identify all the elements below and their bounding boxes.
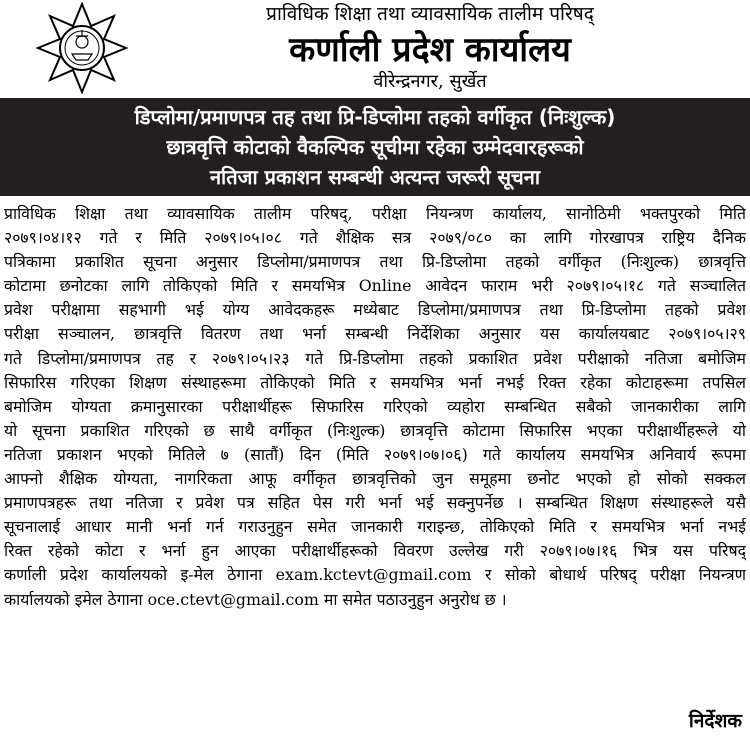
body-line: पत्रिकामा प्रकाशित सूचना अनुसार डिप्लोमा/प्रमाणपत्र तथा प्रि-डिप्लोमा तहको वर्गीकृत (निःशुल्क) छात्रवृत्ति <box>4 252 746 272</box>
body-line: प्रमाणपत्रहरू तथा नतिजा र प्रवेश पत्र सहित पेस गरी भर्ना भई सक्नुपर्नेछ । सम्बन्धित शिक्षण संस्थाहरूले यसै <box>4 493 746 513</box>
notice-title-banner <box>0 98 750 196</box>
body-line: कोटामा छनोटका लागि तोकिएको मिति र समयभित्र Online आवेदन फाराम भरी २०७९।०५।१८ गते सञ्चालित <box>4 276 746 296</box>
body-line: कर्णाली प्रदेश कार्यालयको इ-मेल ठेगाना exam.kctevt@gmail.com र सोको बोधार्थ परिषद् परीक्षा नियन्त्रण <box>4 565 746 585</box>
body-line: परीक्षा सञ्चालन, छात्रवृत्ति वितरण तथा भर्ना सम्बन्धी निर्देशिका अनुसार यस कार्यालयबाट २०७९।०५।२९ <box>4 324 746 344</box>
body-line: गते डिप्लोमा/प्रमाणपत्र तह र २०७९।०५।२३ गते प्रि-डिप्लोमा तहको प्रकाशित प्रवेश परीक्षाको नतिजा बमोजिम <box>4 348 746 368</box>
signature-title: निर्देशक <box>688 710 742 732</box>
body-line: नतिजा प्रकाशन भएको मितिले ७ (सातौं) दिन (मिति २०७९।०७।०६) गते कार्यालय समयभित्र अनिवार्य रूपमा <box>4 444 746 464</box>
body-line: बमोजिम योग्यता क्रमानुसारका परीक्षार्थीहरू सिफारिस गरिएको व्यहोरा सम्बन्धित सबैको जानकारीका लागि <box>4 396 746 416</box>
notice-title-line-2: छात्रवृत्ति कोटाको वैकल्पिक सूचीमा रहेका उम्मेदवारहरूको <box>166 135 584 159</box>
body-line: सूचनालाई आधार मानी भर्ना गर्न गराउनुहुन समेत जानकारी गराइन्छ, तोकिएको मिति र समयभित्र भर्ना नभई <box>4 517 746 537</box>
office-address: वीरेन्द्रनगर, सुर्खेत <box>373 71 487 92</box>
notice-title-line-1: डिप्लोमा/प्रमाणपत्र तह तथा प्रि-डिप्लोमा तहको वर्गीकृत (निःशुल्क) <box>134 105 616 129</box>
body-line: सिफारिस गरिएका शिक्षण संस्थाहरूमा तोकिएको मिति र समयभित्र भर्ना नभई रिक्त रहेका कोटाहरूमा तपसिल <box>4 372 746 392</box>
government-emblem-icon <box>36 2 128 94</box>
body-line: प्रवेश परीक्षामा सहभागी भई योग्य आवेदकहरू मध्येबाट डिप्लोमा/प्रमाणपत्र तथा प्रि-डिप्लोमा तहको प्रवेश <box>4 300 746 320</box>
organization-name: प्राविधिक शिक्षा तथा व्यावसायिक तालीम परिषद् <box>266 3 594 25</box>
office-name: कर्णाली प्रदेश कार्यालय <box>289 30 571 70</box>
body-line: २०७९।०४।१२ गते र मिति २०७९।०५।०८ गते शैक्षिक सत्र २०७९/०८० का लागि गोरखापत्र राष्ट्रिय दैनिक <box>4 228 746 248</box>
notice-title-line-3: नतिजा प्रकाशन सम्बन्धी अत्यन्त जरूरी सूचना <box>209 165 541 189</box>
notice-header <box>0 0 750 96</box>
body-line: कार्यालयको इमेल ठेगाना oce.ctevt@gmail.com मा समेत पठाउनुहुन अनुरोध छ । <box>4 589 507 609</box>
notice-body <box>4 202 746 612</box>
body-line: आफ्नो शैक्षिक योग्यता, नागरिकता आफू वर्गीकृत छात्रवृत्तिको जुन समूहमा छनोट भएको हो सोको सक्कल <box>4 469 746 489</box>
body-line: रिक्त रहेको कोटा र भर्ना हुन आएका परीक्षार्थीहरूको विवरण उल्लेख गरी २०७९।०७।१६ भित्र यस परिषद् <box>4 541 746 561</box>
body-line: प्राविधिक शिक्षा तथा व्यावसायिक तालीम परिषद्, परीक्षा नियन्त्रण कार्यालय, सानोठिमी भक्तपुरको मिति <box>4 204 746 223</box>
body-line: यो सूचना प्रकाशित गरिएको छ साथै वर्गीकृत (निःशुल्क) छात्रवृत्ति कोटामा सिफारिस भएका परीक्षार्थीहरूले यो <box>4 420 746 440</box>
